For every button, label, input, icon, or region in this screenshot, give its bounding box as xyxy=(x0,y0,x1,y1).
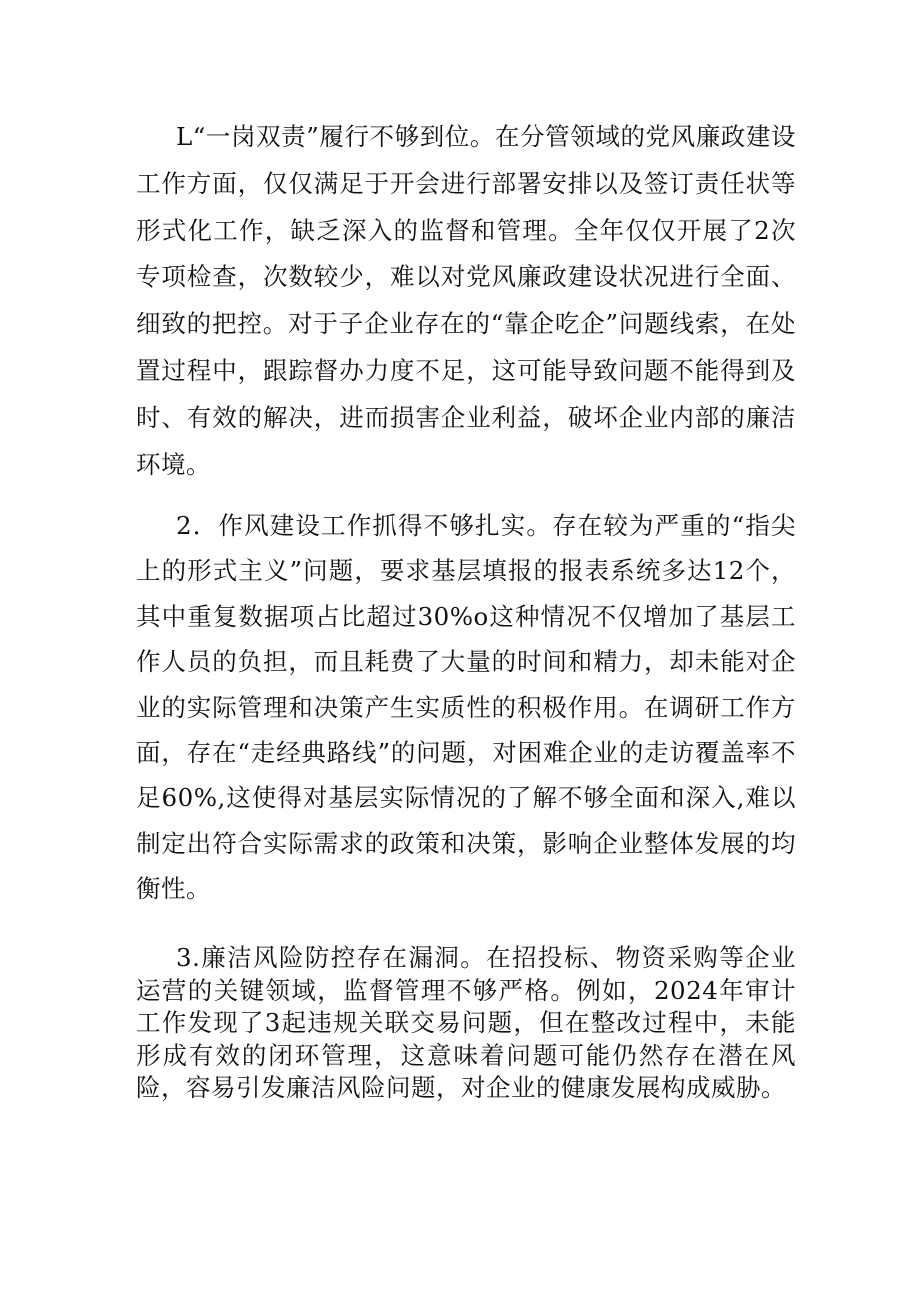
paragraph-two-work-style: 2．作风建设工作抓得不够扎实。存在较为严重的“指尖上的形式主义”问题，要求基层填报的报表系统多达12个，其中重复数据项占比超过30%o这种情况不仅增加了基层工作人员的负担，而且耗费了大量的时间和精力，却未能对企业的实际管理和决策产生实质性的积极作用。在调研工作方面，存在“走经典路线”的问题，对困难企业的走访覆盖率不足60%,这使得对基层实际情况的了解不够全面和深入,难以制定出符合实际需求的政策和决策，影响企业整体发展的均衡性。 xyxy=(136,511,796,904)
paragraph-three-integrity-risk: 3.廉洁风险防控存在漏洞。在招投标、物资采购等企业运营的关键领域，监督管理不够严格。例如，2024年审计工作发现了3起违规关联交易问题，但在整改过程中，未能形成有效的闭环管理，这意味着问题可能仍然存在潜在风险，容易引发廉洁风险问题，对企业的健康发展构成威胁。 xyxy=(136,943,796,1103)
paragraph-one-post-dual-responsibility: L“一岗双责”履行不够到位。在分管领域的党风廉政建设工作方面，仅仅满足于开会进行部署安排以及签订责任状等形式化工作，缺乏深入的监督和管理。全年仅仅开展了2次专项检查，次数较少，难以对党风廉政建设状况进行全面、细致的把控。对于子企业存在的“靠企吃企”问题线索，在处置过程中，跟踪督办力度不足，这可能导致问题不能得到及时、有效的解决，进而损害企业利益，破坏企业内部的廉洁环境。 xyxy=(136,122,796,479)
